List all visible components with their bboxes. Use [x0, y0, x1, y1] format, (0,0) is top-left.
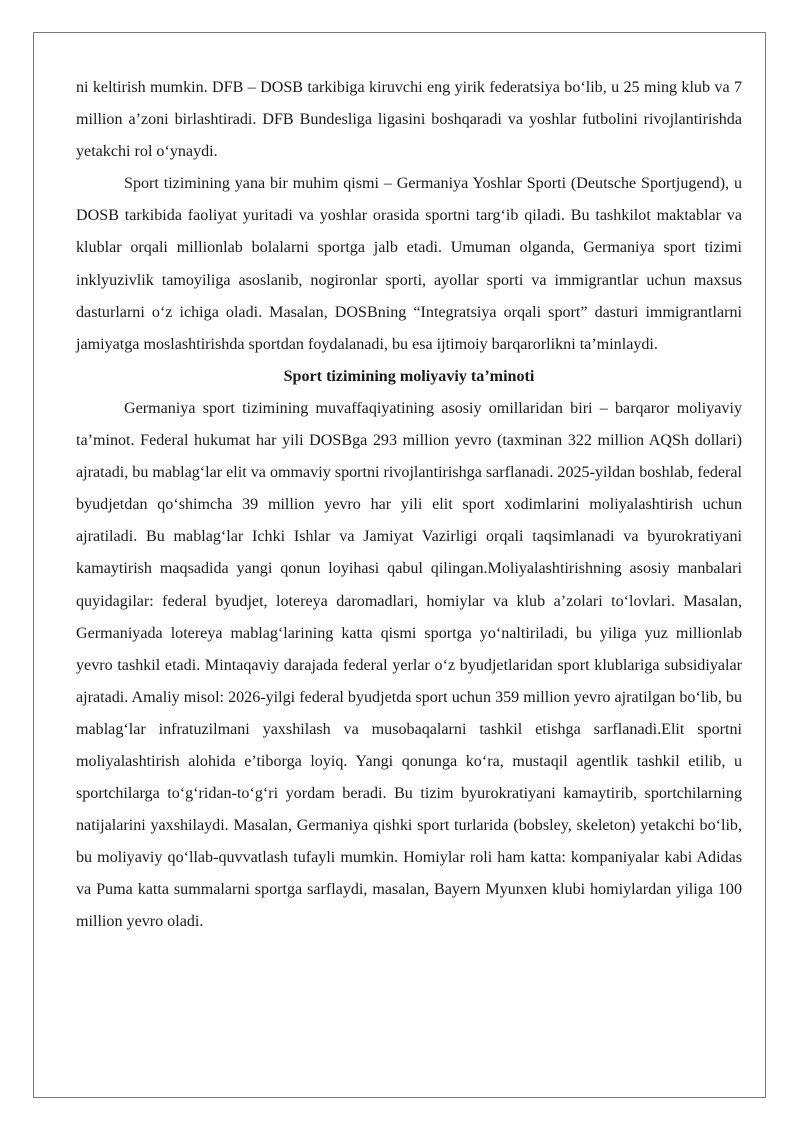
- section-heading: Sport tizimining moliyaviy ta’minoti: [283, 367, 535, 385]
- paragraph-financing: Germaniya sport tizimining muvaffaqiyatining asosiy omillaridan biri – barqaror moliyaviy ta’minot. Federal hukumat har yili DOSBga 293 million yevro (taxminan 322 million AQSh dollari) ajratadi, bu mablag‘lar elit va ommaviy sportni rivojlantirishga sarflanadi. 2025-yildan boshlab, federal byudjetdan qo‘shimcha 39 million yevro har yili elit sport xodimlarini moliyalashtirish uchun ajratiladi. Bu mablag‘lar Ichki Ishlar va Jamiyat Vazirligi orqali taqsimlanadi va byurokratiyani kamaytirish maqsadida yangi qonun loyihasi qabul qilingan.Moliyalashtirishning asosiy manbalari quyidagilar: federal byudjet, lotereya daromadlari, homiylar va klub a’zolari to‘lovlari. Masalan, Germaniyada lotereya mablag‘larining katta qismi sportga yo‘naltiriladi, bu yiliga yuz millionlab yevro tashkil etadi. Mintaqaviy darajada federal yerlar o‘z byudjetlaridan sport klublariga subsidiyalar ajratadi. Amaliy misol: 2026-yilgi federal byudjetda sport uchun 359 million yevro ajratilgan bo‘lib, bu mablag‘lar infratuzilmani yaxshilash va musobaqalarni tashkil etishga sarflanadi.Elit sportni moliyalashtirish alohida e’tiborga loyiq. Yangi qonunga ko‘ra, mustaqil agentlik tashkil etilib, u sportchilarga to‘g‘ridan-to‘g‘ri yordam beradi. Bu tizim byurokratiyani kamaytirib, sportchilarning natijalarini yaxshilaydi. Masalan, Germaniya qishki sport turlarida (bobsley, skeleton) yetakchi bo‘lib, bu moliyaviy qo‘llab-quvvatlash tufayli mumkin. Homiylar roli ham katta: kompaniyalar kabi Adidas va Puma katta summalarni sportga sarflaydi, masalan, Bayern Myunxen klubi homiylardan yiliga 100 million yevro oladi.: [76, 399, 742, 931]
- paragraph-continuation: ni keltirish mumkin. DFB – DOSB tarkibiga kiruvchi eng yirik federatsiya bo‘lib, u 25 ming klub va 7 million a’zoni birlashtiradi. DFB Bundesliga ligasini boshqaradi va yoshlar futbolini rivojlantirishda yetakchi rol o‘ynaydi.: [76, 79, 742, 161]
- paragraph-youth-sport: Sport tizimining yana bir muhim qismi – Germaniya Yoshlar Sporti (Deutsche Sportjugend), u DOSB tarkibida faoliyat yuritadi va yoshlar orasida sportni targ‘ib qiladi. Bu tashkilot maktablar va klublar orqali millionlab bolalarni sportga jalb etadi. Umuman olganda, Germaniya sport tizimi inklyuzivlik tamoyiliga asoslanib, nogironlar sporti, ayollar sporti va immigrantlar uchun maxsus dasturlarni o‘z ichiga oladi. Masalan, DOSBning “Integratsiya orqali sport” dasturi immigrantlarni jamiyatga moslashtirishda sportdan foydalanadi, bu esa ijtimoiy barqarorlikni ta’minlaydi.: [76, 175, 742, 353]
- document-body: [76, 72, 742, 939]
